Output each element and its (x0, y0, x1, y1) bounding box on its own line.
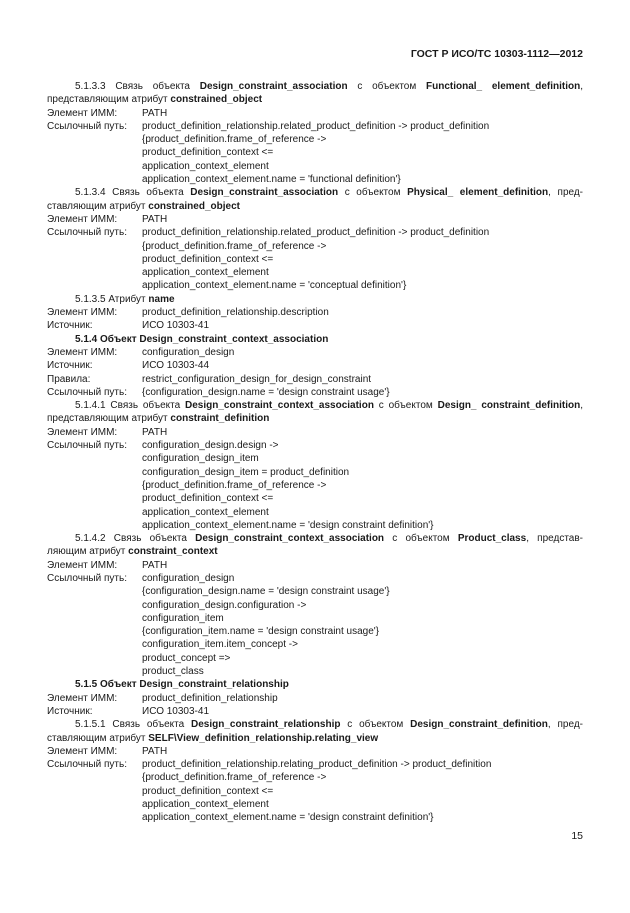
entity-name: Design_constraint_association (199, 81, 348, 92)
path-continuation: application_context_element.name = 'design constraint definition'} (142, 812, 434, 824)
field-row (47, 439, 583, 452)
clause-heading-line (47, 412, 583, 425)
path-continuation: application_context_element (142, 506, 269, 518)
clause-text: с объектом (347, 81, 426, 92)
field-label: Источник: (47, 360, 93, 372)
field-label: Элемент ИММ: (47, 307, 118, 319)
attribute-name: constrained_object (170, 94, 263, 106)
field-label: Ссылочный путь: (47, 386, 127, 398)
clause-text: 5.1.5 Объект (75, 679, 140, 691)
field-label: Правила: (47, 373, 91, 385)
clause-text: с объектом (338, 187, 408, 199)
field-value: {configuration_design.name = 'design constraint usage'} (142, 386, 390, 398)
field-row (47, 559, 583, 572)
field-label: Элемент ИММ: (47, 559, 118, 571)
clause-text: 5.1.3.3 Связь объекта (75, 81, 200, 92)
attribute-heading (47, 293, 583, 306)
document-body (47, 80, 583, 825)
clause-text: 5.1.4.2 Связь объекта (75, 533, 196, 545)
clause-text: 5.1.5.1 Связь объекта (75, 719, 191, 731)
field-row (47, 758, 583, 771)
path-continuation: product_definition_context <= (142, 147, 274, 159)
path-continuation: {product_definition.frame_of_reference -> (142, 134, 327, 146)
standard-header: ГОСТ Р ИСО/ТС 10303-1112—2012 (410, 48, 583, 60)
field-row (47, 107, 583, 120)
field-row (47, 373, 583, 386)
clause-heading-line (47, 186, 583, 199)
field-value: product_definition_relationship.related_product_definition -> product_definition (142, 120, 490, 132)
field-value: ИСО 10303-41 (142, 320, 210, 332)
field-label: Ссылочный путь: (47, 759, 127, 771)
field-label: Элемент ИММ: (47, 692, 118, 704)
clause-text: ставляющим атрибут (47, 200, 149, 212)
entity-name: Functional_ element_definition (426, 81, 581, 92)
field-label: Ссылочный путь: (47, 120, 127, 132)
path-continuation: application_context_element.name = 'conceptual definition'} (142, 280, 407, 292)
entity-name: Design_constraint_association (190, 187, 339, 199)
path-continuation: configuration_item.item_concept -> (142, 639, 298, 651)
field-row (47, 213, 583, 226)
clause-text: представляющим атрибут (47, 94, 171, 106)
path-continuation: application_context_element.name = 'functional definition'} (142, 174, 401, 186)
attribute-name: constraint_definition (170, 413, 270, 425)
clause-text: 5.1.3.4 Связь объекта (75, 187, 191, 199)
field-value: PATH (142, 559, 168, 571)
field-value: configuration_design (142, 572, 235, 584)
path-continuation: {product_definition.frame_of_reference -> (142, 772, 327, 784)
clause-heading-line (47, 545, 583, 558)
path-continuation: configuration_item (142, 612, 224, 624)
clause-heading-line (47, 200, 583, 213)
field-row (47, 306, 583, 319)
field-row (47, 226, 583, 239)
clause-heading-line (47, 80, 583, 93)
path-continuation: product_concept => (142, 652, 231, 664)
field-value: ИСО 10303-41 (142, 705, 210, 717)
attribute-name: constrained_object (148, 200, 240, 212)
path-continuation: configuration_design_item = product_definition (142, 466, 350, 478)
field-row (47, 120, 583, 133)
field-label: Элемент ИММ: (47, 107, 118, 119)
field-value: ИСО 10303-44 (142, 360, 210, 372)
clause-text: с объектом (384, 533, 458, 545)
clause-text: , (580, 400, 583, 412)
clause-text: 5.1.4 Объект (75, 333, 140, 345)
clause-text: с объектом (340, 719, 411, 731)
field-value: configuration_design.design -> (142, 440, 279, 452)
path-continuation: application_context_element (142, 160, 269, 172)
field-value: PATH (142, 426, 168, 438)
clause-text: , пред- (548, 187, 584, 199)
path-continuation: {configuration_design.name = 'design constraint usage'} (142, 586, 390, 598)
field-value: PATH (142, 745, 168, 757)
path-continuation: product_class (142, 666, 204, 678)
entity-name: Design_constraint_definition (410, 719, 548, 731)
entity-name: name (148, 293, 175, 305)
field-label: Ссылочный путь: (47, 572, 127, 584)
field-row (47, 745, 583, 758)
field-value: PATH (142, 213, 168, 225)
field-label: Элемент ИММ: (47, 745, 118, 757)
clause-text: с объектом (373, 400, 438, 412)
clause-text: 5.1.4.1 Связь объекта (75, 400, 185, 412)
entity-name: Design_constraint_context_association (139, 333, 329, 345)
attribute-name: SELF\View_definition_relationship.relating_view (148, 732, 379, 744)
clause-text: , представ- (526, 533, 583, 545)
path-continuation: application_context_element (142, 267, 269, 279)
clause-heading-line (47, 399, 583, 412)
page-number: 15 (571, 830, 583, 842)
field-value: configuration_design (142, 346, 235, 358)
field-label: Элемент ИММ: (47, 213, 118, 225)
clause-heading-line (47, 532, 583, 545)
field-row (47, 426, 583, 439)
clause-text: , (580, 81, 583, 92)
attribute-name: constraint_context (128, 546, 218, 558)
clause-text: , пред- (547, 719, 583, 731)
clause-text: ляющим атрибут (47, 546, 129, 558)
path-continuation: {configuration_item.name = 'design constraint usage'} (142, 626, 380, 638)
entity-name: Design_ constraint_definition (437, 400, 581, 412)
clause-text: представляющим атрибут (47, 413, 171, 425)
field-value: product_definition_relationship.relating_product_definition -> product_definition (142, 759, 492, 771)
path-continuation: product_definition_context <= (142, 253, 274, 265)
field-row (47, 705, 583, 718)
clause-heading-line (47, 732, 583, 745)
field-row (47, 572, 583, 585)
entity-name: Design_constraint_context_association (195, 533, 385, 545)
entity-name: Product_class (457, 533, 527, 545)
clause-heading-line (47, 93, 583, 106)
clause-heading-line (47, 718, 583, 731)
path-continuation: application_context_element (142, 799, 269, 811)
entity-heading (47, 333, 583, 346)
clause-text: 5.1.3.5 Атрибут (75, 293, 149, 305)
field-label: Элемент ИММ: (47, 426, 118, 438)
field-row (47, 319, 583, 332)
field-row (47, 346, 583, 359)
field-value: product_definition_relationship (142, 692, 278, 704)
field-value: product_definition_relationship.description (142, 307, 329, 319)
field-row (47, 386, 583, 399)
entity-name: Design_constraint_relationship (190, 719, 341, 731)
field-label: Источник: (47, 705, 93, 717)
field-value: product_definition_relationship.related_product_definition -> product_definition (142, 227, 490, 239)
field-label: Источник: (47, 320, 93, 332)
entity-name: Design_constraint_context_association (184, 400, 374, 412)
field-row (47, 692, 583, 705)
field-label: Ссылочный путь: (47, 440, 127, 452)
path-continuation: application_context_element.name = 'design constraint definition'} (142, 519, 434, 531)
path-continuation: product_definition_context <= (142, 493, 274, 505)
entity-name: Design_constraint_relationship (139, 679, 289, 691)
field-value: restrict_configuration_design_for_design_constraint (142, 373, 372, 385)
field-value: PATH (142, 107, 168, 119)
path-continuation: product_definition_context <= (142, 785, 274, 797)
path-continuation: {product_definition.frame_of_reference -> (142, 479, 327, 491)
field-label: Ссылочный путь: (47, 227, 127, 239)
field-row (47, 359, 583, 372)
field-label: Элемент ИММ: (47, 346, 118, 358)
entity-name: Physical_ element_definition (407, 187, 549, 199)
path-continuation: configuration_design_item (142, 453, 259, 465)
entity-heading (47, 678, 583, 691)
clause-text: ставляющим атрибут (47, 732, 149, 744)
path-continuation: configuration_design.configuration -> (142, 599, 307, 611)
path-continuation: {product_definition.frame_of_reference -> (142, 240, 327, 252)
